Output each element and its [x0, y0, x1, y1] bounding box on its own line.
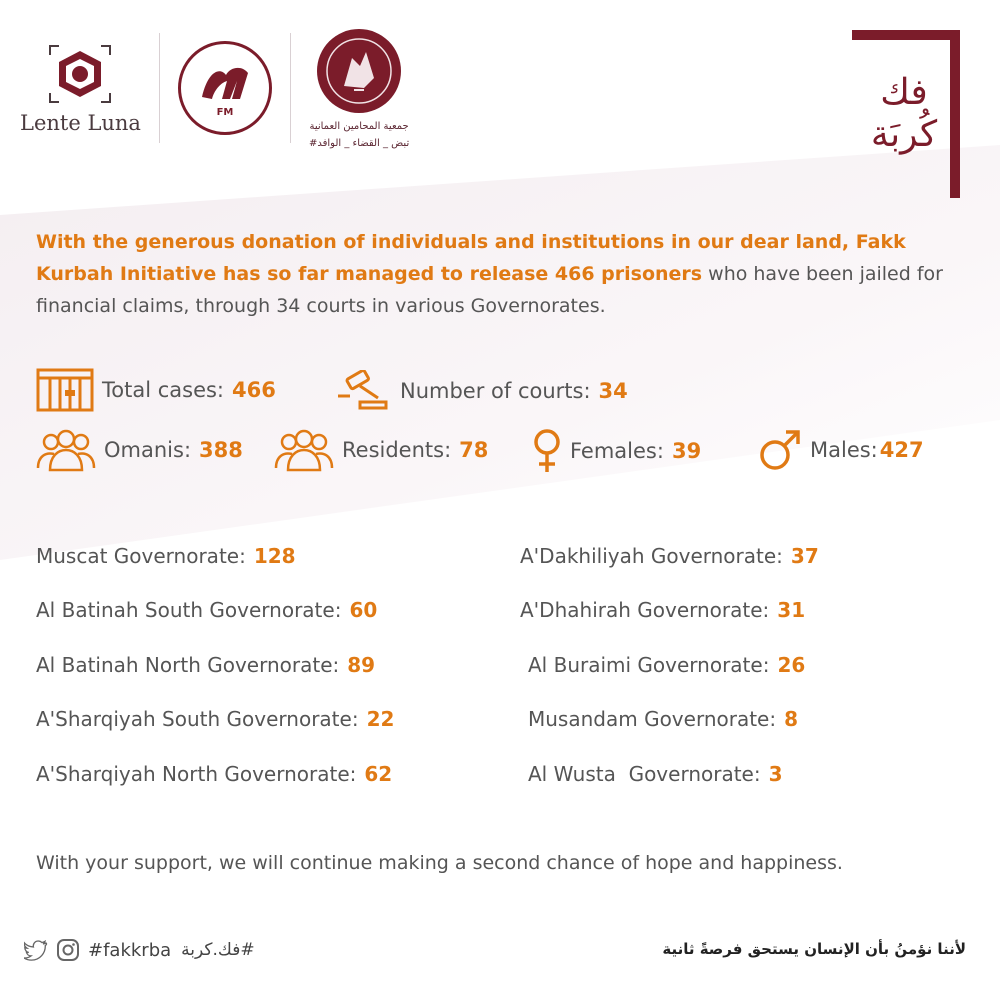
governorate-label: Al Wusta Governorate:: [528, 762, 761, 786]
stat-label: Males:: [810, 438, 878, 462]
governorate-value: 128: [253, 544, 296, 568]
stat-label: Residents:: [342, 438, 452, 462]
stat-value: 427: [879, 438, 924, 462]
stat-label: Total cases:: [102, 378, 225, 402]
governorate-label: A'Sharqiyah North Governorate:: [36, 762, 357, 786]
stat-label: Number of courts:: [400, 379, 591, 403]
lente-luna-name: Lente Luna: [20, 111, 141, 135]
governorate-value: 62: [364, 762, 393, 786]
stat-residents: [274, 428, 488, 472]
governorate-value: 22: [366, 707, 395, 731]
intro-rest: who have been jailed for financial claims, through 34 courts in various Governorates.: [36, 263, 943, 317]
governorate-value: 89: [347, 653, 376, 677]
hala-fm-badge: [178, 41, 272, 135]
governorate-item: [520, 598, 805, 622]
stat-number-of-courts: [334, 370, 628, 412]
governorate-label: A'Dakhiliyah Governorate:: [520, 544, 783, 568]
governorate-label: Al Batinah South Governorate:: [36, 598, 342, 622]
intro-highlight: With the generous donation of individuals and institutions in our dear land, Fakk Kurbah Initiative has so far managed to release 466 prisoners: [36, 231, 906, 285]
logo-divider: [159, 33, 160, 143]
governorate-label: Al Buraimi Governorate:: [528, 653, 770, 677]
governorate-label: Al Batinah North Governorate:: [36, 653, 340, 677]
fakk-word: فك: [880, 72, 928, 113]
stat-females: [532, 428, 701, 474]
twitter-icon[interactable]: [24, 939, 48, 961]
kurbah-word: كُربَة: [870, 114, 938, 155]
sponsor-logos: [20, 28, 409, 148]
fakk-kurbah-logo: [858, 72, 950, 156]
logo-divider: [290, 33, 291, 143]
footer-tagline: لأننا نؤمنُ بأن الإنسان يستحق فرصةً ثانية: [662, 940, 966, 958]
association-tagline: #تبض _ القضاء _ الوافد: [308, 138, 410, 149]
governorate-item: [528, 707, 798, 731]
footer-hashtag[interactable]: #fakkrba: [88, 939, 172, 961]
stat-omanis: [36, 428, 243, 472]
governorate-item: [520, 544, 819, 568]
group-people-icon: [274, 428, 334, 472]
instagram-icon[interactable]: [56, 938, 80, 962]
group-people-icon: [36, 428, 96, 472]
governorate-value: 37: [790, 544, 819, 568]
stat-value: 466: [232, 378, 276, 402]
governorate-value: 3: [768, 762, 783, 786]
governorate-value: 60: [349, 598, 378, 622]
lente-luna-logo: [20, 41, 141, 135]
governorate-value: 8: [784, 707, 799, 731]
governorate-item: [36, 762, 392, 786]
hala-fm-logo: [178, 41, 272, 135]
hala-fm-icon: [190, 53, 260, 123]
lente-luna-icon: [45, 41, 115, 107]
prison-bars-icon: [36, 368, 94, 412]
stat-males: [758, 428, 924, 472]
stat-label: Females:: [570, 439, 664, 463]
gavel-icon: [334, 370, 392, 412]
governorate-item: [528, 762, 783, 786]
stat-value: 34: [598, 379, 628, 403]
governorate-item: [36, 653, 375, 677]
governorate-label: A'Sharqiyah South Governorate:: [36, 707, 359, 731]
association-seal-icon: [314, 26, 404, 116]
stat-total-cases: [36, 368, 276, 412]
governorate-value: 26: [777, 653, 806, 677]
governorate-item: [528, 653, 805, 677]
omani-lawyers-association-logo: [309, 26, 409, 150]
governorate-label: A'Dhahirah Governorate:: [520, 598, 770, 622]
governorate-item: [36, 544, 296, 568]
stat-value: 78: [459, 438, 489, 462]
closing-statement: With your support, we will continue making a second chance of hope and happiness.: [36, 852, 843, 874]
footer-arabic-hashtag[interactable]: #فك.كربة: [181, 940, 255, 960]
stat-value: 388: [199, 438, 243, 462]
governorate-label: Musandam Governorate:: [528, 707, 777, 731]
footer-social: [24, 938, 255, 962]
female-symbol-icon: [532, 428, 562, 474]
governorate-value: 31: [777, 598, 806, 622]
hala-fm-label: FM: [216, 107, 234, 118]
governorate-label: Muscat Governorate:: [36, 544, 246, 568]
stat-value: 39: [671, 439, 702, 463]
intro-paragraph: [36, 226, 966, 322]
governorate-item: [36, 707, 394, 731]
male-symbol-icon: [758, 428, 802, 472]
stat-label: Omanis:: [104, 438, 192, 462]
association-name: جمعية المحامين العمانية: [309, 121, 409, 132]
governorate-item: [36, 598, 377, 622]
